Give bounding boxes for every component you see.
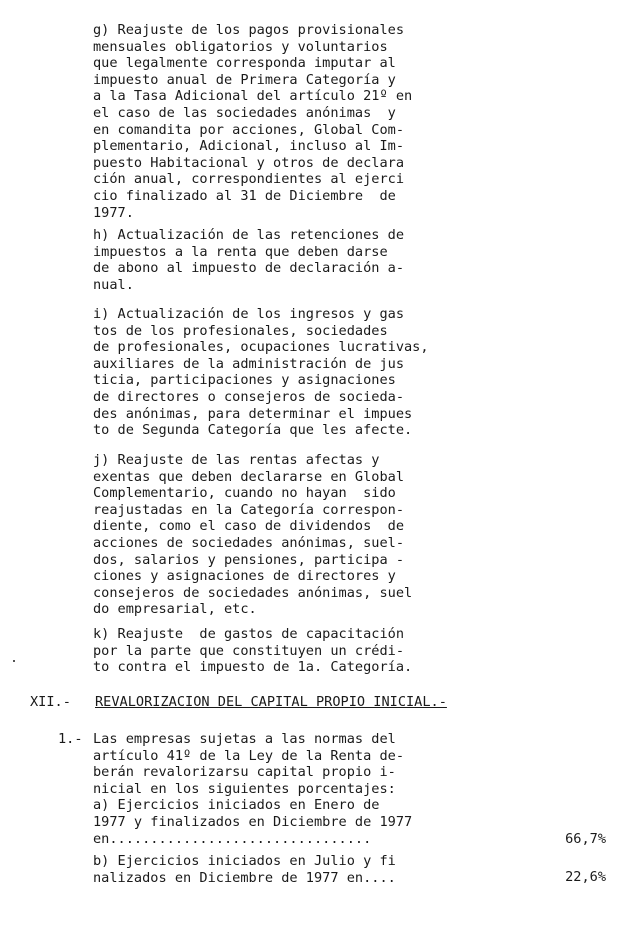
text-line: a la Tasa Adicional del artículo 21º en: [93, 88, 413, 105]
text-line: de directores o consejeros de socieda-: [93, 388, 404, 405]
text-line: por la parte que constituyen un crédi-: [93, 642, 404, 659]
text-line: de abono al impuesto de declaración a-: [93, 260, 404, 277]
text-line: to de Segunda Categoría que les afecte.: [93, 422, 413, 439]
text-line: el caso de las sociedades anónimas y: [93, 104, 396, 121]
text-line: des anónimas, para determinar el impues: [93, 405, 413, 422]
percentage-value-b: 22,6%: [565, 869, 606, 885]
text-line: mensuales obligatorios y voluntarios: [93, 38, 388, 55]
text-line: exentas que deben declararse en Global: [93, 468, 404, 485]
paragraph-g: [93, 22, 493, 221]
paragraph-i: [93, 306, 493, 439]
text-line: Las empresas sujetas a las normas del: [93, 731, 396, 747]
text-line: k) Reajuste de gastos de capacitación: [93, 626, 404, 642]
text-line: to contra el impuesto de 1a. Categoría.: [93, 659, 413, 676]
item-number: 1.-: [58, 731, 83, 747]
paragraph-h: [93, 227, 493, 293]
margin-speck: [13, 660, 15, 662]
text-line: j) Reajuste de las rentas afectas y: [93, 452, 380, 468]
text-line: ción anual, correspondientes al ejerci: [93, 171, 404, 188]
text-line: h) Actualización de las retenciones de: [93, 227, 404, 243]
text-line: acciones de sociedades anónimas, suel-: [93, 534, 404, 551]
text-line: impuestos a la renta que deben darse: [93, 243, 388, 260]
paragraph-j: [93, 452, 493, 618]
text-line: en................................: [93, 830, 372, 847]
text-line: tos de los profesionales, sociedades: [93, 322, 388, 339]
text-line: diente, como el caso de dividendos de: [93, 518, 404, 535]
text-line: nalizados en Diciembre de 1977 en....: [93, 869, 396, 886]
text-line: de profesionales, ocupaciones lucrativas,: [93, 339, 429, 356]
text-line: cio finalizado al 31 de Diciembre de: [93, 187, 396, 204]
text-line: puesto Habitacional y otros de declara: [93, 154, 404, 171]
text-line: a) Ejercicios iniciados en Enero de: [93, 797, 380, 814]
text-line: berán revalorizarsu capital propio i-: [93, 764, 396, 781]
text-line: 1977.: [93, 204, 134, 221]
section-title: REVALORIZACION DEL CAPITAL PROPIO INICIAL.-: [95, 694, 447, 710]
text-line: ticia, participaciones y asignaciones: [93, 372, 396, 389]
item-1-text: [93, 731, 493, 847]
text-line: artículo 41º de la Ley de la Renta de-: [93, 747, 404, 764]
text-line: dos, salarios y pensiones, participa -: [93, 551, 404, 568]
text-line: Complementario, cuando no hayan sido: [93, 485, 396, 502]
text-line: nicial en los siguientes porcentajes:: [93, 780, 396, 797]
text-line: i) Actualización de los ingresos y gas: [93, 306, 404, 322]
text-line: que legalmente corresponda imputar al: [93, 55, 396, 72]
text-line: ciones y asignaciones de directores y: [93, 568, 396, 585]
text-line: 1977 y finalizados en Diciembre de 1977: [93, 813, 413, 830]
section-number: XII.-: [30, 694, 71, 710]
text-line: auxiliares de la administración de jus: [93, 355, 404, 372]
text-line: g) Reajuste de los pagos provisionales: [93, 22, 404, 38]
text-line: nual.: [93, 276, 134, 293]
text-line: plementario, Adicional, incluso al Im-: [93, 138, 404, 155]
text-line: do empresarial, etc.: [93, 601, 257, 618]
item-1-b-text: [93, 853, 493, 886]
text-line: impuesto anual de Primera Categoría y: [93, 71, 396, 88]
text-line: b) Ejercicios iniciados en Julio y fi: [93, 853, 396, 869]
percentage-value-a: 66,7%: [565, 831, 606, 847]
text-line: en comandita por acciones, Global Com-: [93, 121, 404, 138]
paragraph-k: [93, 626, 493, 676]
text-line: reajustadas en la Categoría correspon-: [93, 501, 404, 518]
text-line: consejeros de sociedades anónimas, suel: [93, 584, 413, 601]
